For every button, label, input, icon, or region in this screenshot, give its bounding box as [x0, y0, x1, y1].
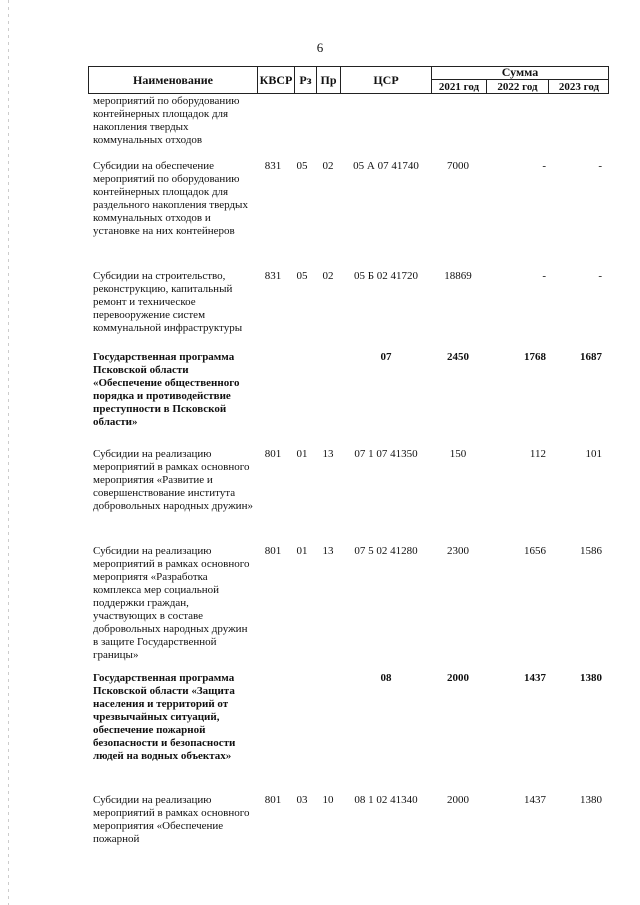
row-2023: 1586	[580, 545, 602, 557]
row-kvsr: 801	[264, 545, 282, 557]
row-kvsr: 801	[264, 448, 282, 460]
row-2023: -	[598, 160, 602, 172]
row-name: Субсидии на реализацию мероприятий в рамках основного мероприятия «Развитие и совершенствование института добровольных народных дружин»	[93, 448, 253, 512]
row-csr: 07	[380, 351, 392, 363]
header-2022: 2022 год	[486, 80, 548, 94]
row-2022: -	[542, 160, 546, 172]
row-2022: 1768	[524, 351, 546, 363]
header-csr: ЦСР	[341, 67, 432, 93]
header-2023: 2023 год	[548, 80, 609, 94]
row-rz: 05	[296, 160, 308, 172]
row-pr: 13	[322, 448, 334, 460]
table-body	[0, 95, 640, 854]
row-csr: 05 Б 02 41720	[353, 270, 419, 282]
row-2021: 2000	[447, 794, 469, 806]
row-2022: 1437	[524, 672, 546, 684]
header-name: Наименование	[89, 67, 258, 93]
page-number: 6	[316, 40, 324, 55]
row-2021: 150	[449, 448, 467, 460]
row-rz: 01	[296, 545, 308, 557]
row-pr: 02	[322, 160, 334, 172]
row-2021: 2450	[447, 351, 469, 363]
row-rz: 03	[296, 794, 308, 806]
row-2022: -	[542, 270, 546, 282]
row-kvsr: 801	[264, 794, 282, 806]
row-rz: 01	[296, 448, 308, 460]
row-rz: 05	[296, 270, 308, 282]
row-2022: 112	[529, 448, 546, 460]
table-row-program	[0, 672, 640, 794]
row-2021: 2000	[447, 672, 469, 684]
row-kvsr: 831	[264, 270, 282, 282]
row-csr: 08 1 02 41340	[354, 794, 418, 806]
table-row	[0, 794, 640, 854]
header-rz: Рз	[295, 67, 317, 93]
row-2021: 7000	[447, 160, 469, 172]
header-2021: 2021 год	[431, 80, 486, 94]
row-name: Государственная программа Псковской области «Обеспечение общественного порядка и противодействие преступности в Псковской области»	[93, 351, 240, 428]
row-pr: 02	[322, 270, 334, 282]
table-row	[0, 160, 640, 270]
row-pr: 10	[322, 794, 334, 806]
row-2022: 1437	[524, 794, 546, 806]
table-row-program	[0, 351, 640, 448]
row-2023: 101	[585, 448, 602, 460]
row-2023: 1380	[580, 672, 602, 684]
row-name: Субсидии на реализацию мероприятий в рамках основного мероприятя «Разработка комплекса мер социальной поддержки граждан, участвующих в составе добровольных народных дружин в защите Государственной границы»	[93, 545, 250, 661]
table-row	[0, 270, 640, 351]
header-kvsr: КВСР	[258, 67, 295, 93]
table-row	[0, 545, 640, 672]
row-2023: 1380	[580, 794, 602, 806]
table-row	[0, 95, 640, 160]
row-pr: 13	[322, 545, 334, 557]
row-name: Государственная программа Псковской области «Защита населения и территорий от чрезвычайных ситуаций, обеспечение пожарной безопасности и безопасности людей на водных объектах»	[93, 672, 236, 762]
header-sum: Сумма	[431, 66, 609, 80]
table-row	[0, 448, 640, 545]
row-csr: 07 5 02 41280	[354, 545, 418, 557]
row-2023: -	[598, 270, 602, 282]
row-name: Субсидии на обеспечение мероприятий по оборудованию контейнерных площадок для раздельного накопления твердых коммунальных отходов и установке на них контейнеров	[93, 160, 248, 237]
row-name: мероприятий по оборудованию контейнерных площадок для накопления твердых коммунальных отходов	[93, 95, 240, 146]
row-2023: 1687	[580, 351, 602, 363]
row-2022: 1656	[524, 545, 546, 557]
row-csr: 07 1 07 41350	[354, 448, 418, 460]
row-2021: 18869	[444, 270, 472, 282]
row-name: Субсидии на строительство, реконструкцию, капитальный ремонт и техническое перевооружение систем коммунальной инфраструктуры	[93, 270, 243, 334]
row-2021: 2300	[447, 545, 469, 557]
row-csr: 05 А 07 41740	[353, 160, 419, 172]
header-pr: Пр	[317, 67, 341, 93]
row-kvsr: 831	[264, 160, 282, 172]
row-name: Субсидии на реализацию мероприятий в рамках основного мероприятия «Обеспечение пожарной	[93, 794, 250, 845]
row-csr: 08	[380, 672, 392, 684]
